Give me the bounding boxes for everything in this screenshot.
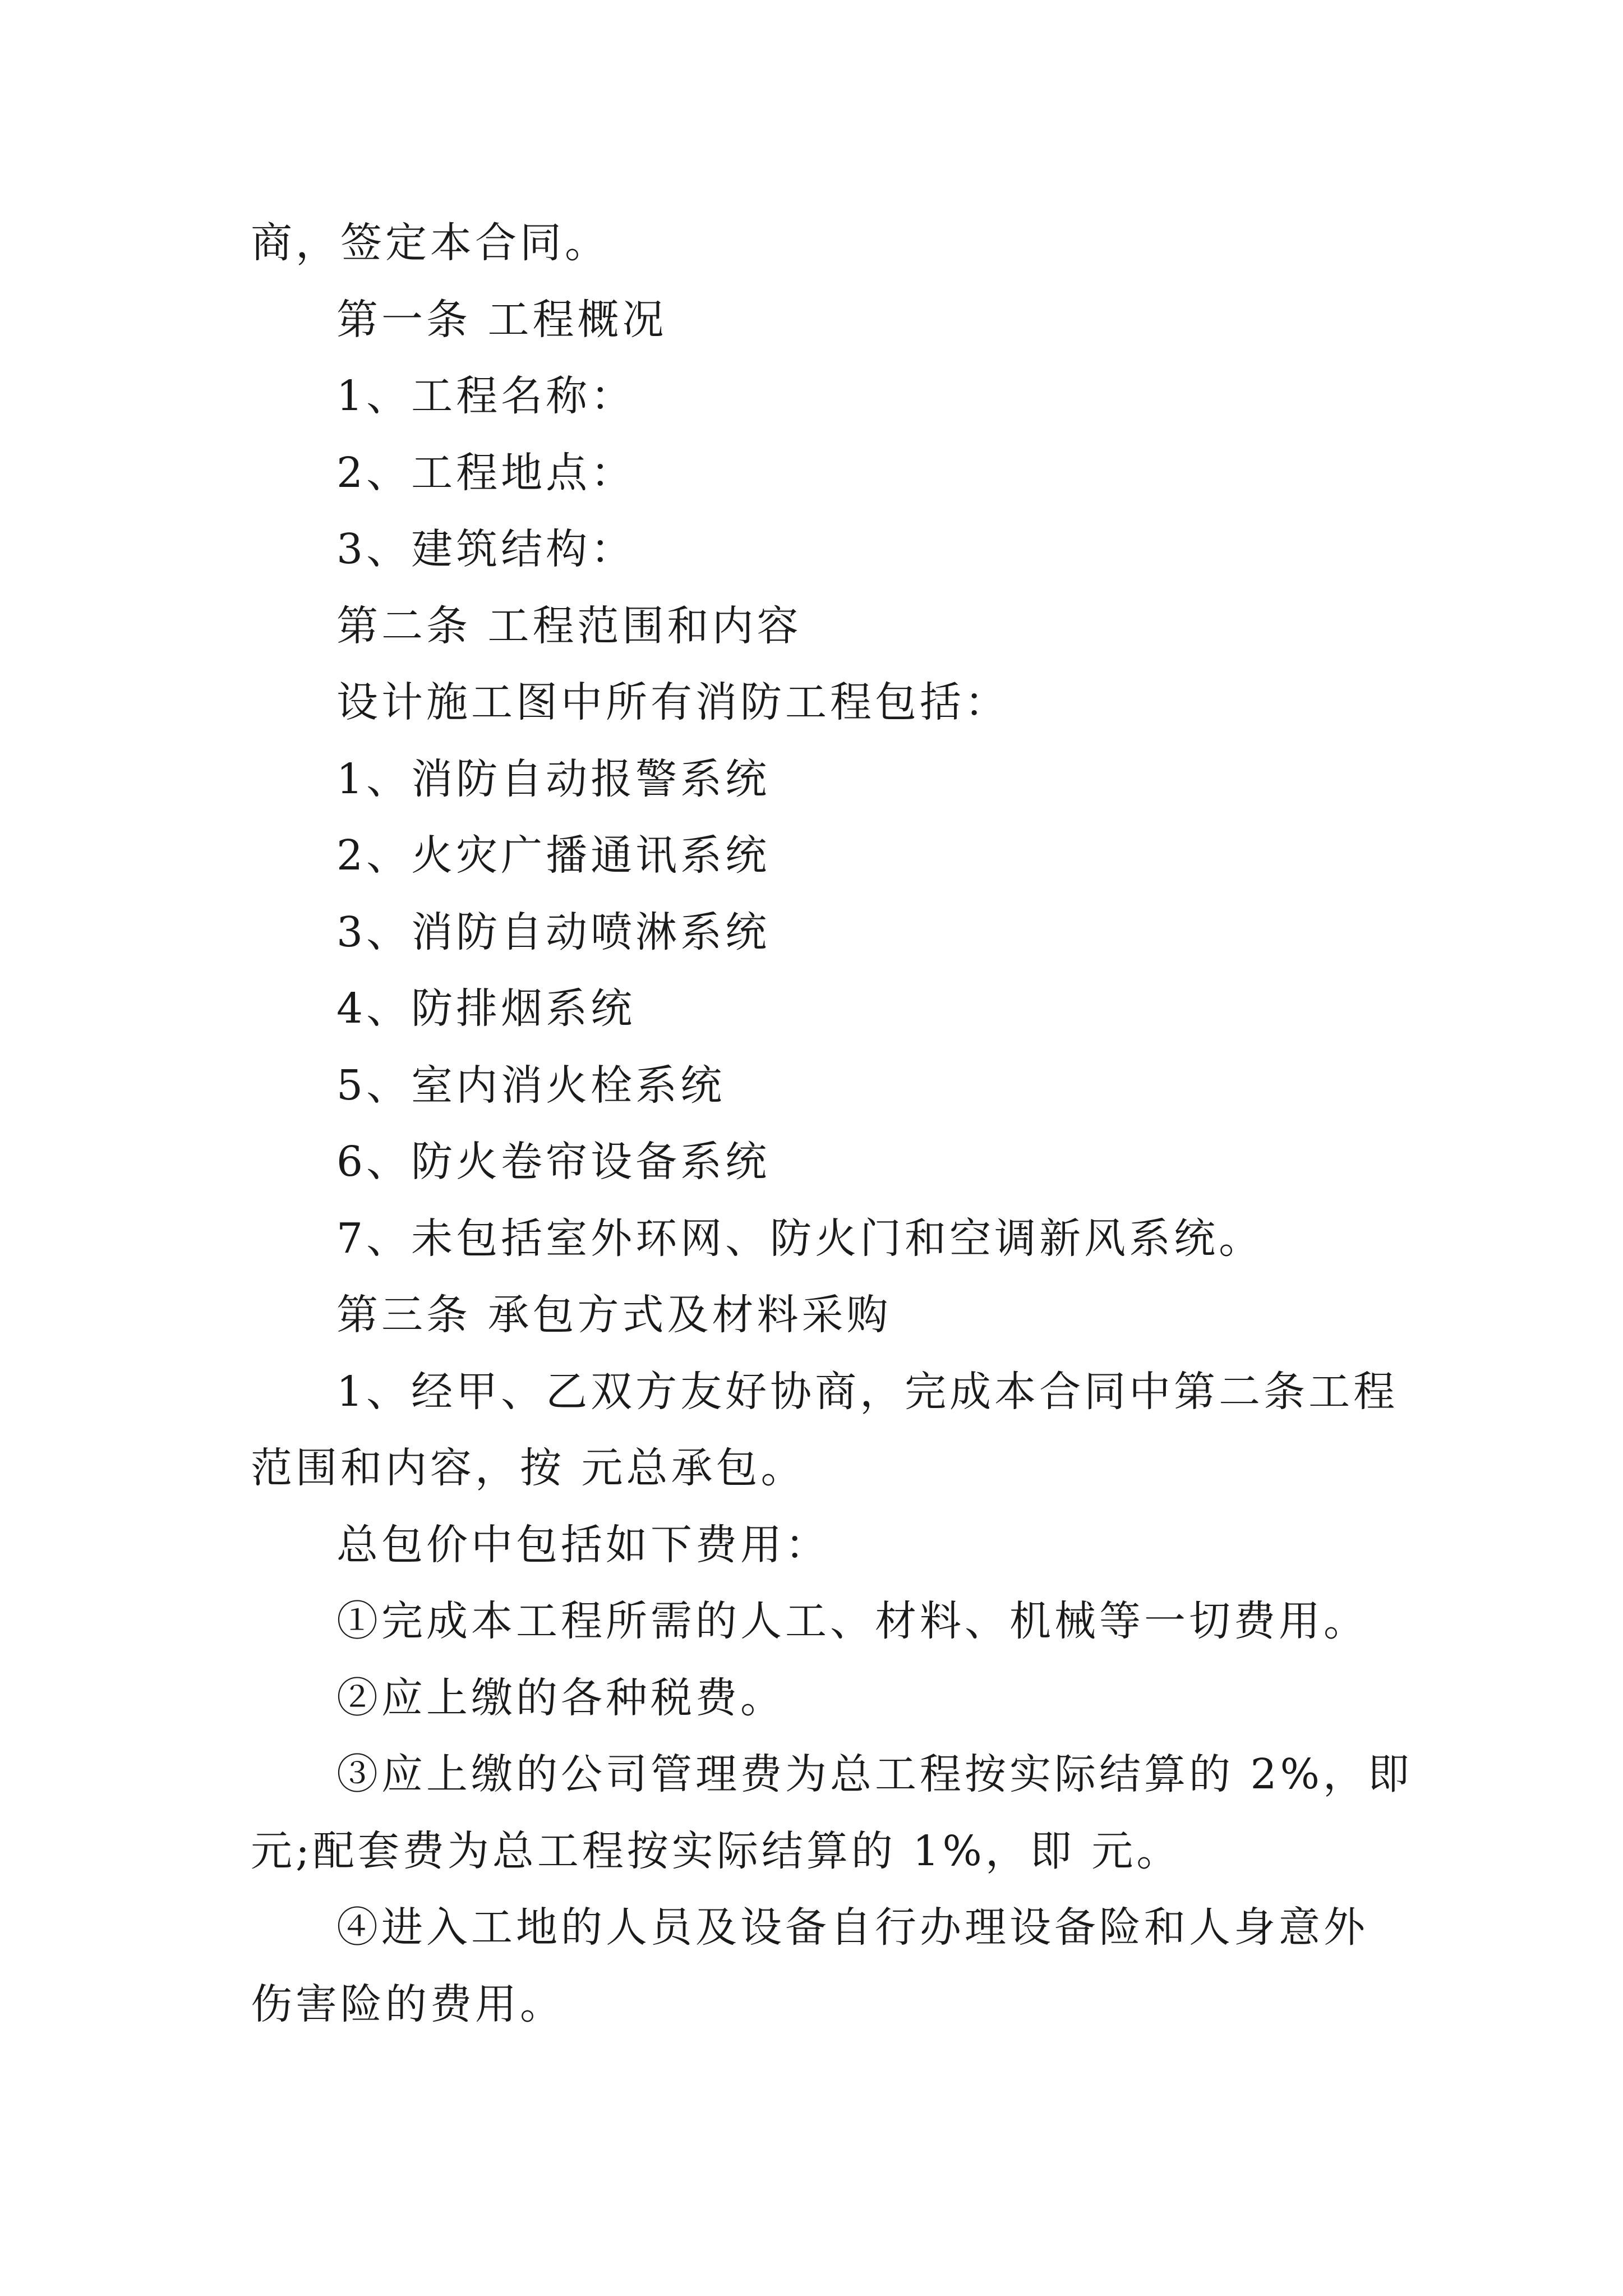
list-item: ①完成本工程所需的人工、材料、机械等一切费用。 [336, 1597, 1368, 1645]
text-line: 元;配套费为总工程按实际结算的 1%，即 元。 [251, 1827, 1182, 1875]
list-item: 3、消防自动喷淋系统 [336, 908, 771, 956]
list-item: ④进入工地的人员及设备自行办理设备险和人身意外 [336, 1903, 1368, 1952]
text-line: 1、经甲、乙双方友好协商，完成本合同中第二条工程 [336, 1368, 1399, 1416]
section-heading-3: 第三条 承包方式及材料采购 [336, 1291, 892, 1339]
text-line: 设计施工图中所有消防工程包括： [336, 678, 1009, 726]
list-item: 5、室内消火栓系统 [336, 1061, 726, 1110]
text-line: 2、工程地点： [336, 449, 636, 497]
list-item: 4、防排烟系统 [336, 984, 636, 1033]
list-item: 7、未包括室外环网、防火门和空调新风系统。 [336, 1214, 1264, 1263]
section-heading-2: 第二条 工程范围和内容 [336, 602, 802, 650]
list-item: ②应上缴的各种税费。 [336, 1674, 785, 1722]
text-line: 1、工程名称： [336, 372, 636, 420]
list-item: 1、消防自动报警系统 [336, 755, 771, 803]
text-line: 3、建筑结构： [336, 525, 636, 573]
text-line: 伤害险的费用。 [251, 1980, 565, 2028]
list-item: 6、防火卷帘设备系统 [336, 1138, 771, 1186]
text-line: 总包价中包括如下费用： [336, 1521, 830, 1569]
list-item: ③应上缴的公司管理费为总工程按实际结算的 2%，即 [336, 1750, 1413, 1798]
list-item: 2、火灾广播通讯系统 [336, 831, 771, 880]
text-line: 商，签定本合同。 [251, 219, 610, 267]
text-line: 范围和内容，按 元总承包。 [251, 1444, 806, 1492]
section-heading-1: 第一条 工程概况 [336, 296, 667, 344]
